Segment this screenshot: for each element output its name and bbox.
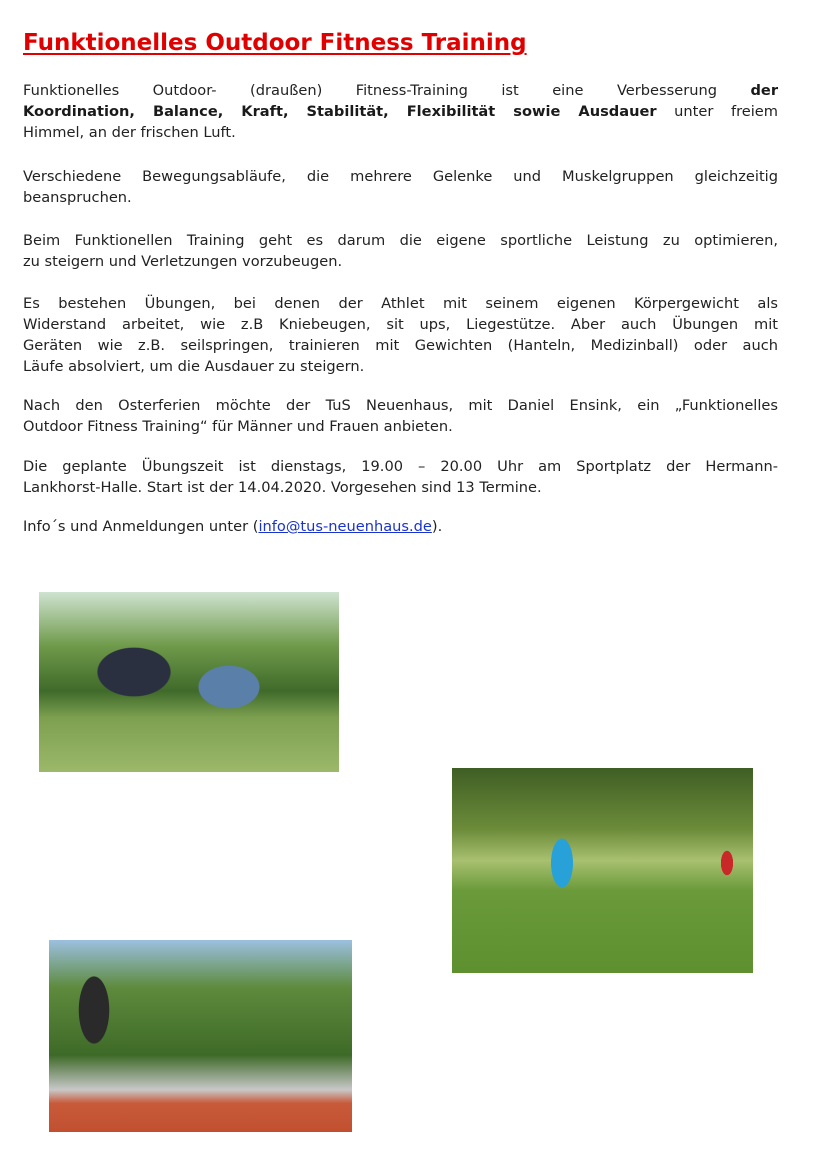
goal-paragraph [23, 230, 778, 272]
text-line: Beim Funktionellen Training geht es darum die eigene sportliche Leistung zu optimieren, [23, 232, 778, 249]
email-link[interactable]: info@tus-neuenhaus.de [258, 518, 432, 535]
text-line: beanspruchen. [23, 189, 132, 206]
text: Funktionelles Outdoor- (draußen) Fitness-Training ist eine Verbesserung [23, 82, 717, 99]
photo-group-outdoor-training [452, 768, 753, 973]
text-line: Geräten wie z.B. seilspringen, trainieren mit Gewichten (Hanteln, Medizinball) oder auch [23, 337, 778, 354]
movements-paragraph [23, 166, 778, 208]
text-line: zu steigern und Verletzungen vorzubeugen. [23, 253, 343, 270]
contact-paragraph [23, 516, 778, 537]
text: ). [431, 518, 443, 535]
photo-battle-ropes [49, 940, 352, 1132]
text-line [23, 516, 778, 537]
text: Info´s und Anmeldungen unter ( [23, 518, 259, 535]
bold-text: der [750, 82, 779, 99]
text-line: Himmel, an der frischen Luft. [23, 124, 236, 141]
exercises-paragraph [23, 293, 778, 377]
text-line: Verschiedene Bewegungsabläufe, die mehrere Gelenke und Muskelgruppen gleichzeitig [23, 168, 778, 185]
page-title: Funktionelles Outdoor Fitness Training [23, 30, 527, 56]
schedule-paragraph [23, 456, 778, 498]
intro-paragraph [23, 80, 778, 143]
offer-paragraph [23, 395, 778, 437]
photo-partner-plank-high-five [39, 592, 339, 772]
text-line: Nach den Osterferien möchte der TuS Neuenhaus, mit Daniel Ensink, ein „Funktionelles [23, 397, 778, 414]
text-line: Widerstand arbeitet, wie z.B Kniebeugen, sit ups, Liegestütze. Aber auch Übungen mit [23, 316, 778, 333]
text: unter freiem [674, 103, 778, 120]
text-line: Die geplante Übungszeit ist dienstags, 19.00 – 20.00 Uhr am Sportplatz der Hermann- [23, 458, 778, 475]
text-line [23, 101, 778, 122]
text-line [23, 80, 778, 101]
text-line: Läufe absolviert, um die Ausdauer zu steigern. [23, 358, 365, 375]
text-line: Es bestehen Übungen, bei denen der Athlet mit seinem eigenen Körpergewicht als [23, 295, 778, 312]
bold-text: Koordination, Balance, Kraft, Stabilität, Flexibilität sowie Ausdauer [23, 103, 657, 120]
text-line: Outdoor Fitness Training“ für Männer und Frauen anbieten. [23, 418, 453, 435]
text-line: Lankhorst-Halle. Start ist der 14.04.2020. Vorgesehen sind 13 Termine. [23, 479, 542, 496]
